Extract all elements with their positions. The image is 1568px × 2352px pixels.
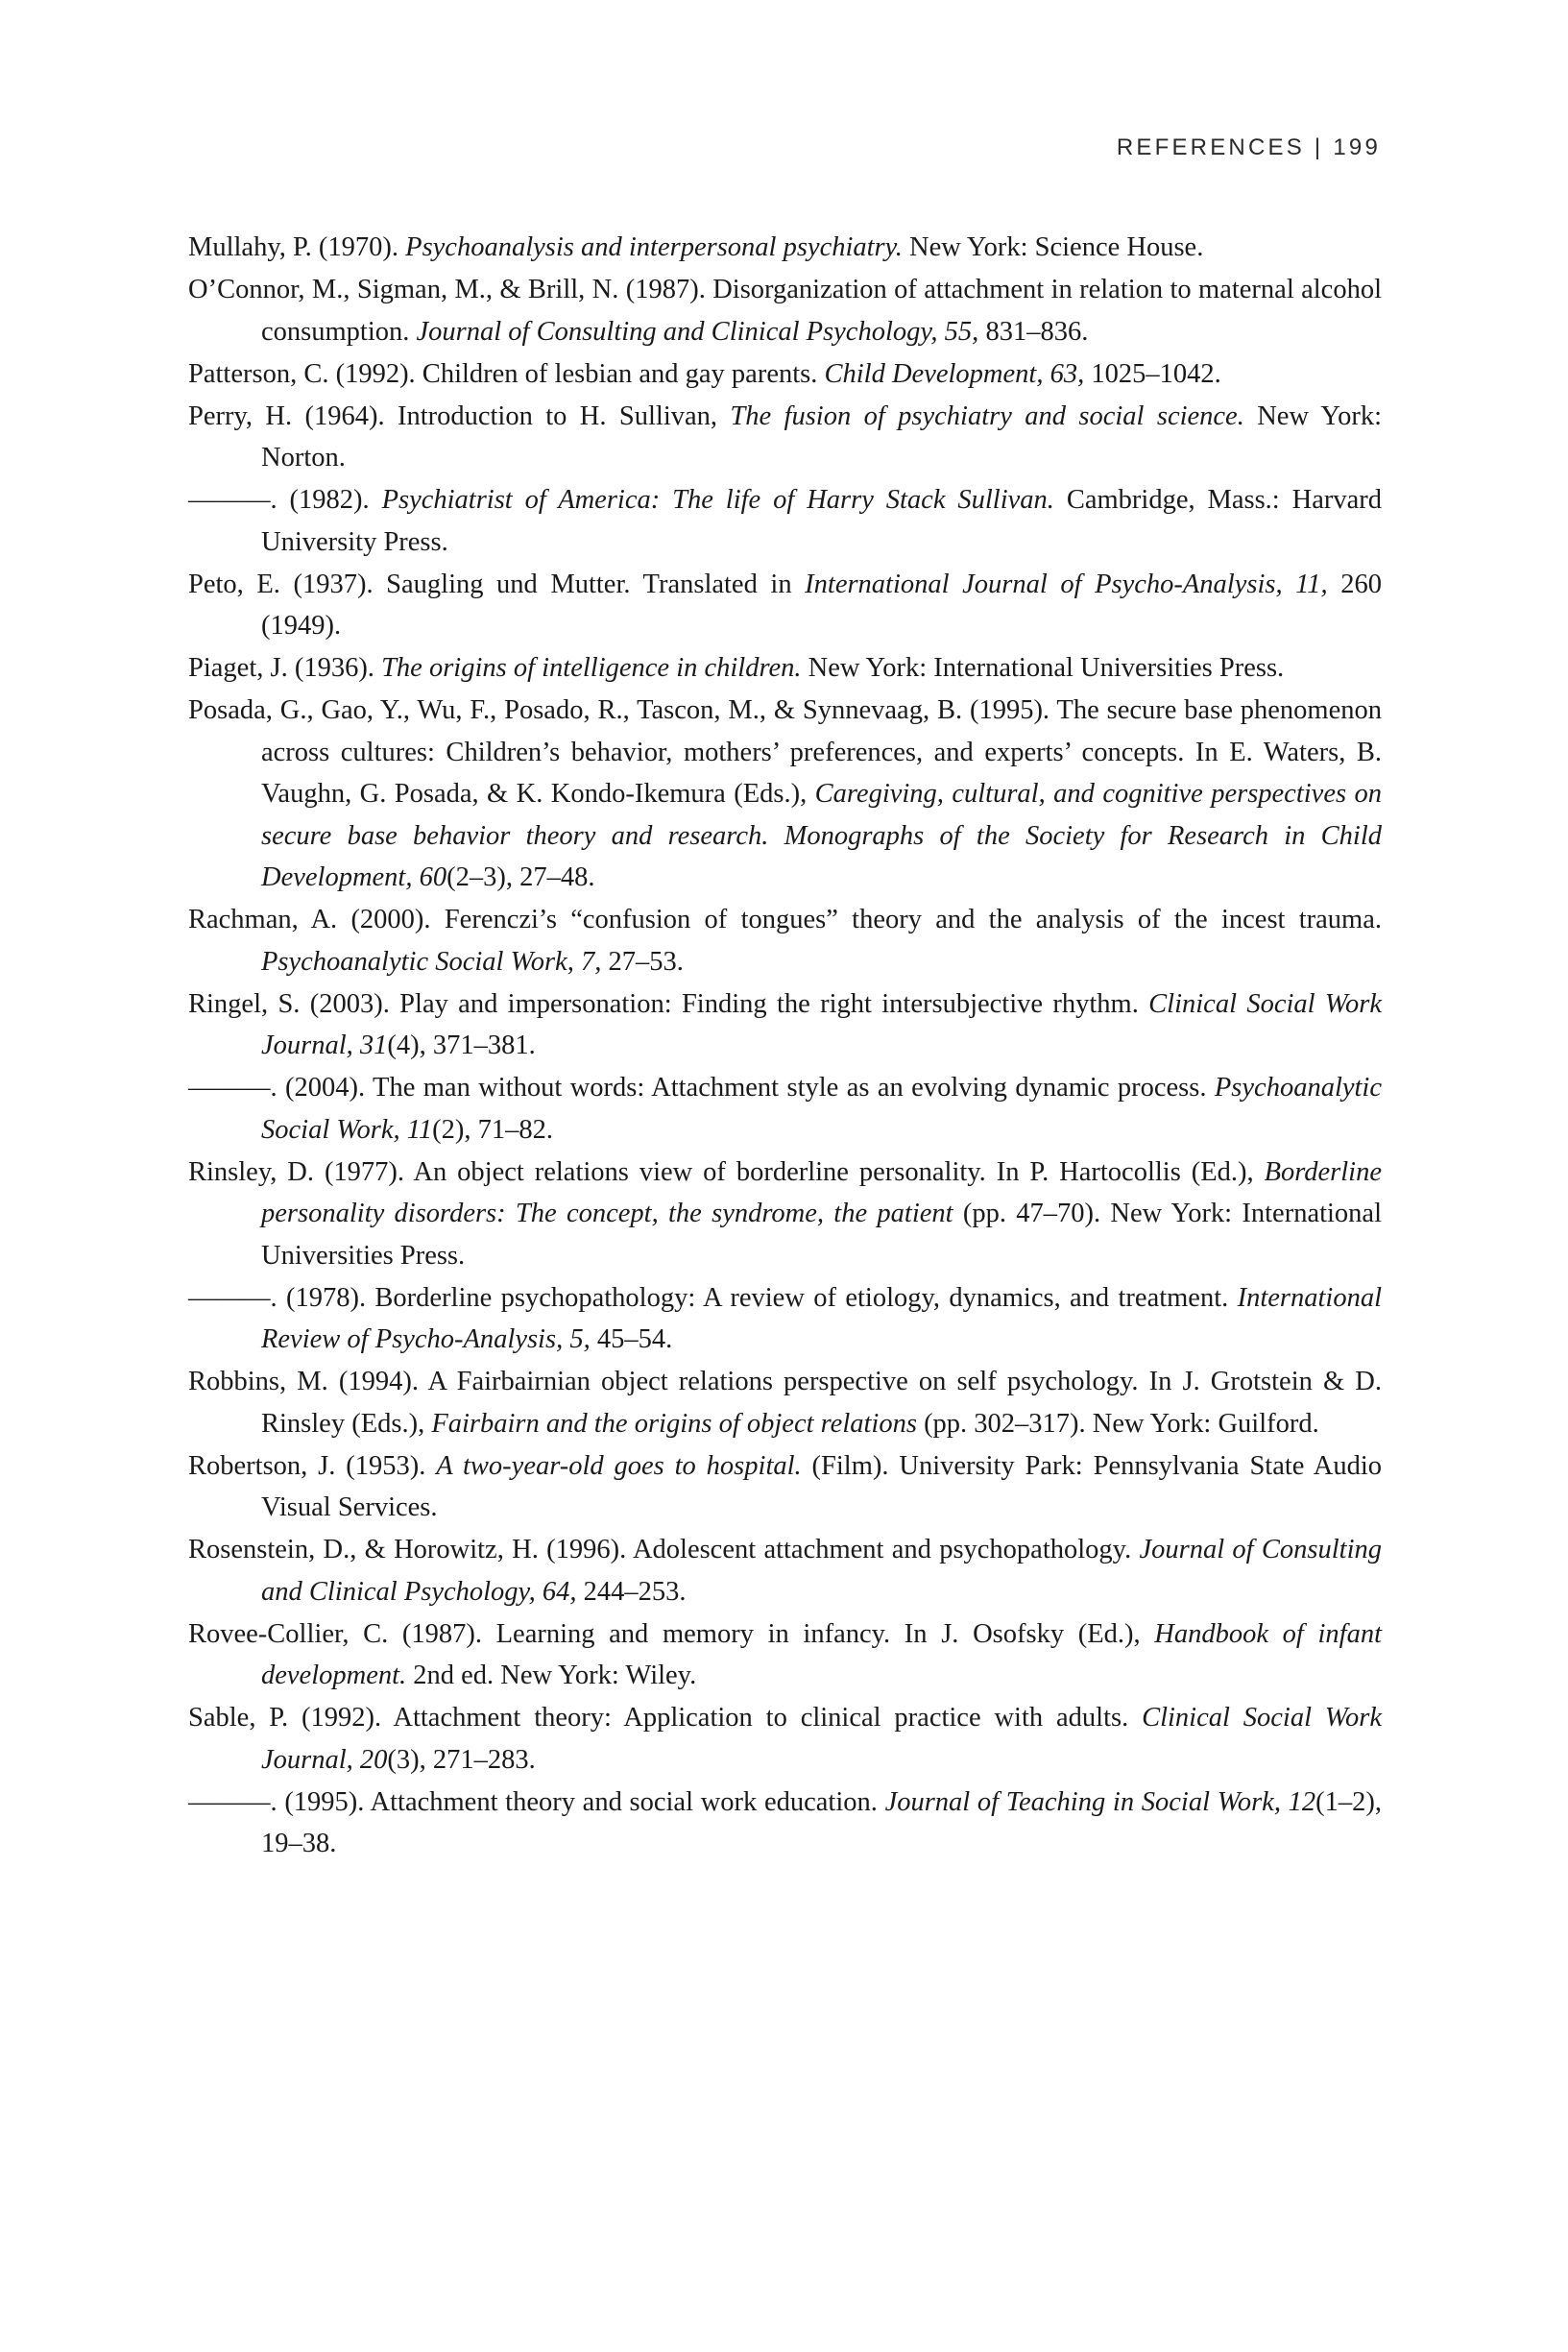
running-head-separator: | bbox=[1314, 134, 1324, 160]
reference-entry: O’Connor, M., Sigman, M., & Brill, N. (1987). Disorganization of attachment in relation to maternal alcohol consumption. Journal of Consulting and Clinical Psychology, 55, 831–836. bbox=[188, 275, 1382, 347]
reference-entry: Rosenstein, D., & Horowitz, H. (1996). Adolescent attachment and psychopathology. Journal of Consulting and Clinical Psychology, 64, 244–253. bbox=[188, 1535, 1382, 1607]
reference-entry: Rachman, A. (2000). Ferenczi’s “confusion of tongues” theory and the analysis of the incest trauma. Psychoanalytic Social Work, 7, 27–53. bbox=[188, 905, 1382, 977]
reference-entry: Peto, E. (1937). Saugling und Mutter. Translated in International Journal of Psycho-Analysis, 11, 260 (1949). bbox=[188, 569, 1383, 641]
reference-entry: Robbins, M. (1994). A Fairbairnian object relations perspective on self psychology. In J. Grotstein & D. Rinsley (Eds.), Fairbairn and the origins of object relations (pp. 302–317). New York: Guilford. bbox=[188, 1367, 1382, 1439]
reference-entry: Robertson, J. (1953). A two-year-old goes to hospital. (Film). University Park: Pennsylvania State Audio Visual Services. bbox=[188, 1450, 1382, 1522]
reference-entry: Piaget, J. (1936). The origins of intelligence in children. New York: International Universities Press. bbox=[188, 653, 1285, 683]
reference-entry: Perry, H. (1964). Introduction to H. Sullivan, The fusion of psychiatry and social science. New York: Norton. bbox=[188, 400, 1383, 473]
reference-entry: Rovee-Collier, C. (1987). Learning and memory in infancy. In J. Osofsky (Ed.), Handbook of infant development. 2nd ed. New York: Wiley. bbox=[188, 1618, 1382, 1690]
reference-entry: Mullahy, P. (1970). Psychoanalysis and interpersonal psychiatry. New York: Science House. bbox=[188, 232, 1204, 262]
page-number: 199 bbox=[1333, 134, 1381, 160]
reference-entry: ———. (1982). Psychiatrist of America: The life of Harry Stack Sullivan. Cambridge, Mass.: Harvard University Press. bbox=[188, 485, 1382, 557]
running-head-label: REFERENCES bbox=[1116, 134, 1305, 160]
reference-entry: Patterson, C. (1992). Children of lesbian and gay parents. Child Development, 63, 1025–1042. bbox=[188, 358, 1221, 389]
reference-entry: ———. (2004). The man without words: Attachment style as an evolving dynamic process. Psychoanalytic Social Work, 11(2), 71–82. bbox=[188, 1073, 1382, 1145]
reference-entry: Sable, P. (1992). Attachment theory: Application to clinical practice with adults. Clinical Social Work Journal, 20(3), 271–283. bbox=[188, 1703, 1382, 1775]
reference-entry: Rinsley, D. (1977). An object relations view of borderline personality. In P. Hartocollis (Ed.), Borderline personality disorders: The concept, the syndrome, the patient (pp. 47–70). New York: International Universities Press. bbox=[188, 1156, 1382, 1271]
reference-list bbox=[188, 227, 1382, 1865]
reference-entry: ———. (1978). Borderline psychopathology: A review of etiology, dynamics, and treatment. International Review of Psycho-Analysis, 5, 45–54. bbox=[188, 1282, 1382, 1354]
reference-entry: ———. (1995). Attachment theory and social work education. Journal of Teaching in Social Work, 12(1–2), 19–38. bbox=[188, 1786, 1382, 1858]
reference-entry: Posada, G., Gao, Y., Wu, F., Posado, R., Tascon, M., & Synnevaag, B. (1995). The secure base phenomenon across cultures: Children’s behavior, mothers’ preferences, and experts’ concepts. In E. Waters, B. Vaughn, G. Posada, & K. Kondo-Ikemura (Eds.), Caregiving, cultural, and cognitive perspectives on secure base behavior theory and research. Monographs of the Society for Research in Child Development, 60(2–3), 27–48. bbox=[188, 695, 1382, 892]
running-head bbox=[1117, 134, 1381, 161]
reference-entry: Ringel, S. (2003). Play and impersonation: Finding the right intersubjective rhythm. Clinical Social Work Journal, 31(4), 371–381. bbox=[188, 988, 1382, 1060]
